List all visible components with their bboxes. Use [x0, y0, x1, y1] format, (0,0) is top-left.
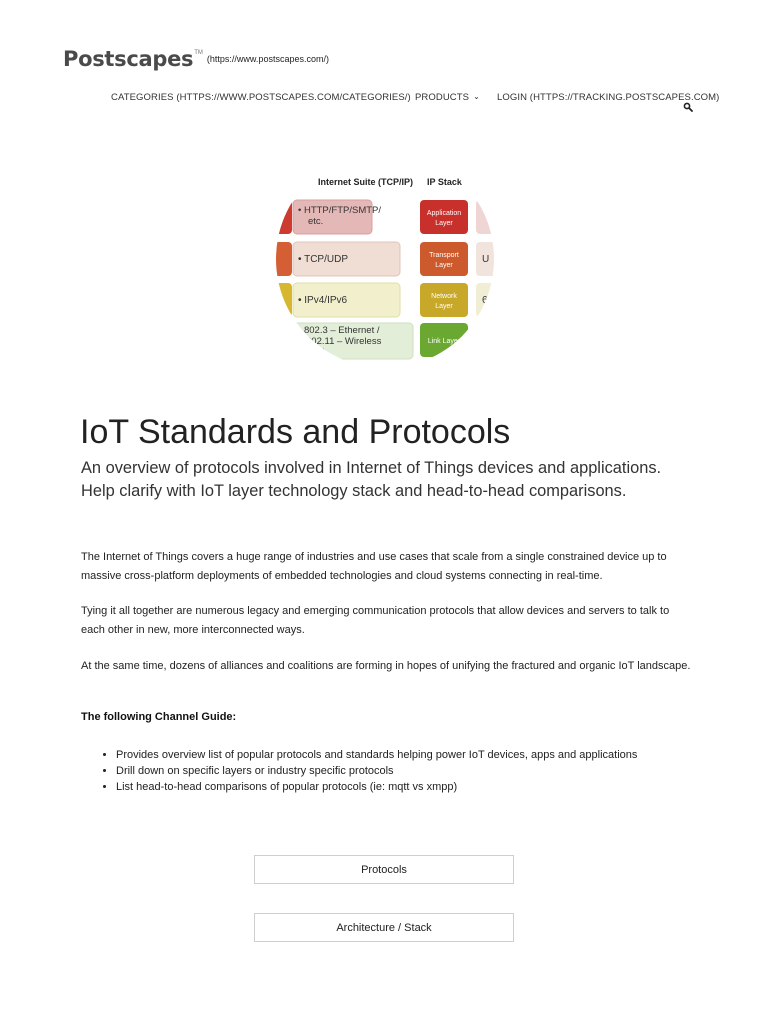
nav-categories[interactable]: CATEGORIES (HTTPS://WWW.POSTSCAPES.COM/CATEGORIES/) [111, 92, 411, 103]
hero-layer-box [420, 283, 468, 317]
channel-guide-heading: The following Channel Guide: [81, 711, 237, 723]
list-item: • List head-to-head comparisons of popular protocols (ie: mqtt vs xmpp) [116, 779, 637, 795]
hero-item-text: • 802.3 – Ethernet / [298, 325, 380, 336]
hero-item-text: • HTTP/FTP/SMTP/ [298, 205, 382, 216]
hero-layer-text: Transport [429, 252, 459, 259]
hero-edge-block [276, 283, 292, 317]
nav-products-label: PRODUCTS [415, 92, 470, 103]
hero-layer-text: Application [426, 210, 462, 217]
chevron-down-icon: ⌄ [473, 92, 480, 101]
channel-guide-list [103, 747, 637, 795]
hero-item-text: etc. [308, 216, 324, 227]
alliances-paragraph: At the same time, dozens of alliances and coalitions are forming in hopes of unifying the fractured and organic IoT landscape. [81, 660, 691, 672]
hero-item-text: • IPv4/IPv6 [298, 295, 348, 306]
list-item: • Provides overview list of popular protocols and standards helping power IoT devices, apps and applications [116, 747, 637, 763]
logo-trademark: TM [194, 50, 203, 56]
search-icon[interactable] [683, 102, 693, 112]
page-title: IoT Standards and Protocols [80, 413, 511, 451]
intro-paragraph: The Internet of Things covers a huge range of industries and use cases that scale from a single constrained device up to massive cross-platform deployments of embedded technologies and cloud systems connecting in real-time. [81, 551, 667, 582]
hero-layer-text: Layer [435, 262, 453, 269]
hero-edge-text: 6 [482, 295, 488, 306]
hero-layer-text: Link Layer [427, 338, 461, 345]
architecture-stack-button[interactable]: Architecture / Stack [254, 913, 514, 942]
hero-item-text: 802.11 – Wireless [306, 336, 382, 347]
hero-layer-box [420, 242, 468, 276]
hero-edge-text: U [482, 254, 490, 265]
postscapes-logo[interactable]: Postscapes [63, 47, 194, 71]
page-subtitle: An overview of protocols involved in Internet of Things devices and applications. Help clarify with IoT layer technology stack and head-to-head comparisons. [81, 459, 662, 500]
hero-edge-block [476, 200, 494, 234]
hero-item-text: LAN [306, 347, 325, 358]
nav-login[interactable]: LOGIN (HTTPS://TRACKING.POSTSCAPES.COM) [497, 92, 720, 103]
hero-layer-text: Network [431, 293, 457, 300]
hero-layer-text: Layer [435, 220, 453, 227]
protocols-button[interactable]: Protocols [254, 855, 514, 884]
hero-layer-text: Layer [435, 303, 453, 310]
nav-products[interactable] [415, 92, 480, 103]
hero-left-header: Internet Suite (TCP/IP) [318, 177, 414, 187]
hero-right-header: IP Stack [427, 177, 462, 187]
hero-image-tcp-ip-stack [276, 150, 494, 368]
hero-item-text: • TCP/UDP [298, 254, 348, 265]
site-header [63, 46, 329, 72]
hero-edge-block [276, 200, 292, 234]
list-item: • Drill down on specific layers or industry specific protocols [116, 763, 637, 779]
hero-layer-box [420, 200, 468, 234]
protocols-paragraph: Tying it all together are numerous legacy and emerging communication protocols that allow devices and servers to talk to each other in new, more interconnected ways. [81, 605, 670, 636]
logo-url[interactable]: (https://www.postscapes.com/) [206, 54, 329, 64]
hero-edge-block [276, 242, 292, 276]
